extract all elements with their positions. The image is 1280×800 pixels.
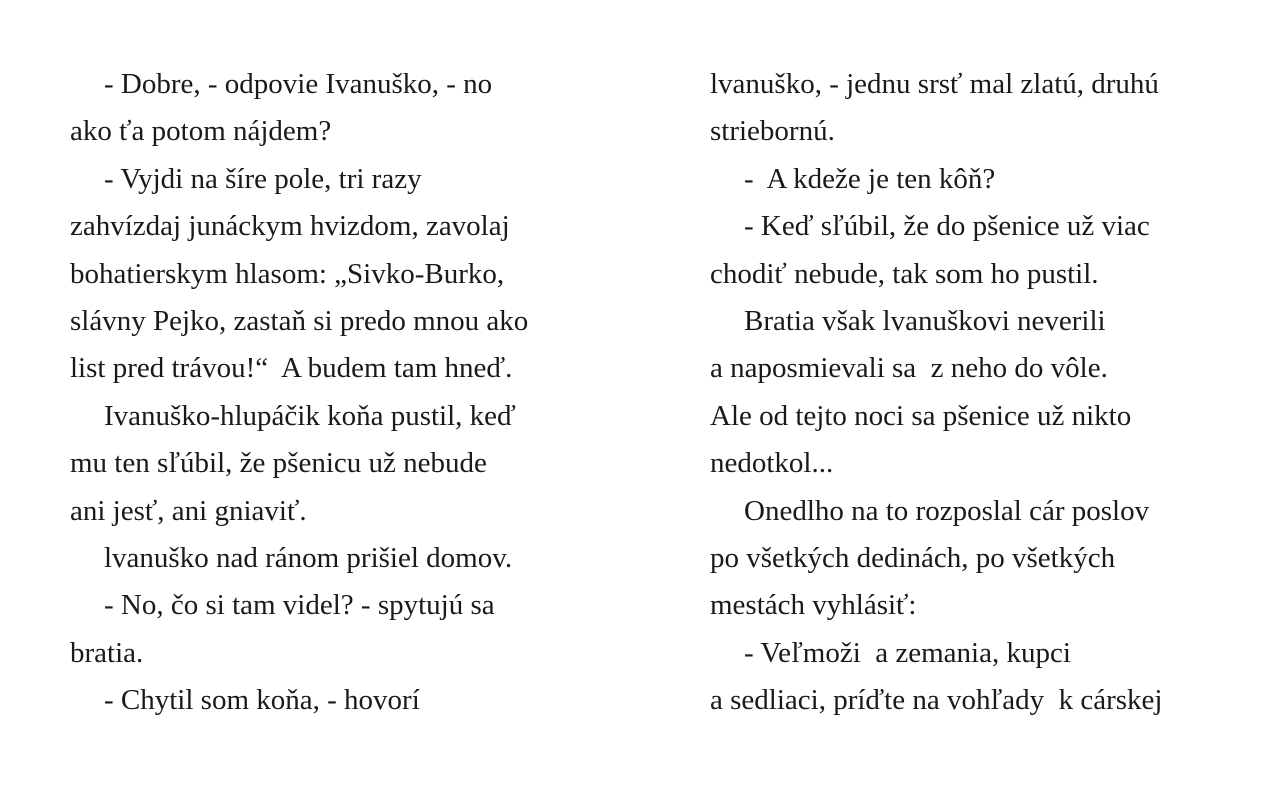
text-line: ani jesť, ani gniaviť. <box>70 494 307 527</box>
text-line: - Veľmoži a zemania, kupci <box>744 636 1071 669</box>
text-line: lvanuško nad ránom prišiel domov. <box>104 541 513 574</box>
text-line: ako ťa potom nájdem? <box>70 115 332 148</box>
text-line: - Chytil som koňa, - hovorí <box>104 684 420 717</box>
text-line: - Vyjdi na šíre pole, tri razy <box>104 162 422 195</box>
text-line: Ale od tejto noci sa pšenice už nikto <box>710 399 1132 432</box>
text-line: nedotkol... <box>710 447 834 480</box>
text-line: po všetkých dedinách, po všetkých <box>710 541 1116 574</box>
text-line: striebornú. <box>710 115 835 148</box>
text-line: bratia. <box>70 636 144 669</box>
text-line: a sedliaci, príďte na vohľady k cárskej <box>710 684 1163 717</box>
text-line: mu ten sľúbil, že pšenicu už nebude <box>70 447 487 480</box>
text-line: chodiť nebude, tak som ho pustil. <box>710 257 1099 290</box>
text-line: Ivanuško-hlupáčik koňa pustil, keď <box>104 399 516 432</box>
text-line: mestách vyhlásiť: <box>710 589 917 622</box>
text-line: list pred trávou!“ A budem tam hneď. <box>70 352 513 385</box>
text-line: lvanuško, - jednu srsť mal zlatú, druhú <box>710 68 1159 100</box>
text-line: Onedlho na to rozposlal cár poslov <box>744 494 1150 527</box>
text-line: - Keď sľúbil, že do pšenice už viac <box>744 210 1150 243</box>
left-page <box>70 61 590 724</box>
right-page <box>710 61 1230 724</box>
text-line: - A kdeže je ten kôň? <box>744 162 996 195</box>
text-line: - No, čo si tam videl? - spytujú sa <box>104 589 495 622</box>
text-line: zahvízdaj junáckym hvizdom, zavolaj <box>70 210 510 243</box>
text-line: - Dobre, - odpovie Ivanuško, - no <box>104 68 493 100</box>
text-line: slávny Pejko, zastaň si predo mnou ako <box>70 304 529 337</box>
text-line: a naposmievali sa z neho do vôle. <box>710 352 1108 385</box>
text-line: bohatierskym hlasom: „Sivko-Burko, <box>70 257 505 290</box>
text-line: Bratia však lvanuškovi neverili <box>744 304 1106 337</box>
